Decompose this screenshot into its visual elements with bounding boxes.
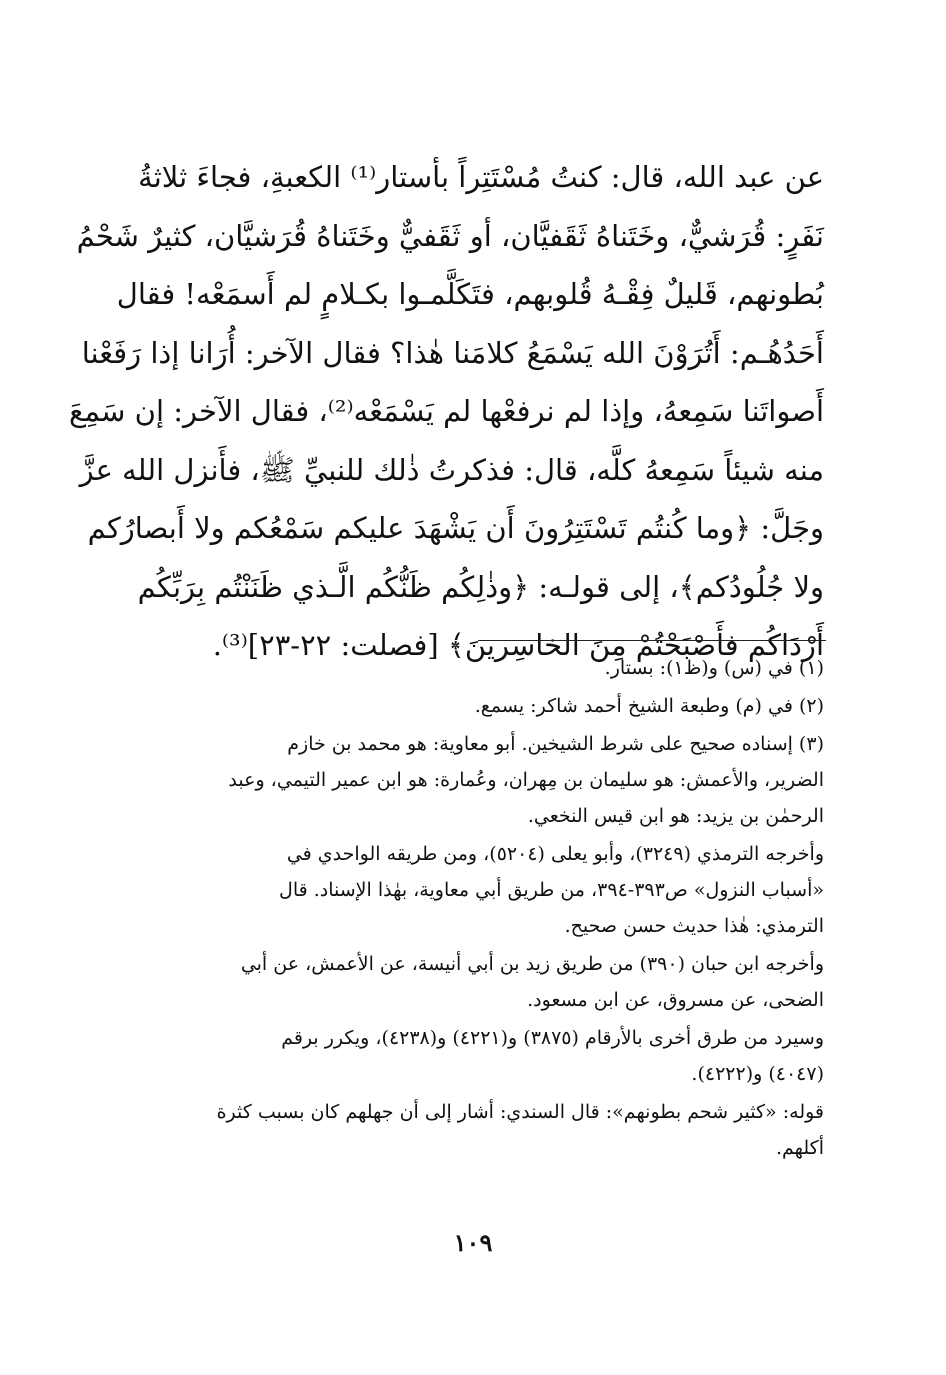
main-text-line: أَرْدَاكُم فأَصْبَحْتُمْ مِنَ الخاسِرينَ﴾ [فصلت: ٢٢-٢٣]⁽³⁾. xyxy=(212,628,824,662)
footnote-line: الرحمٰن بن يزيد: هو ابن قيس النخعي. xyxy=(527,805,824,827)
main-text-line: ولا جُلُودُكم﴾، إلى قولـه: ﴿وذٰلِكُم ظَنُّكُم الَّـذي ظَنَنْتُم بِرَبِّكُم xyxy=(137,569,824,604)
page-number: ١٠٩ xyxy=(453,1228,493,1257)
footnote-line: وسيرد من طرق أخرى بالأرقام (٣٨٧٥) و(٤٢٢١) و(٤٢٣٨)، ويكرر برقم xyxy=(281,1027,824,1049)
footnote-3 xyxy=(128,726,824,834)
footnote-line: (٤٠٤٧) و(٤٢٢٢). xyxy=(691,1063,824,1085)
footnotes-block xyxy=(128,650,824,1168)
footnote-line: (٣) إسناده صحيح على شرط الشيخين. أبو معاوية: هو محمد بن خازم xyxy=(287,733,824,755)
main-text-line: أَحَدُهُـم: أَتُرَوْنَ الله يَسْمَعُ كلامَنا هٰذا؟ فقال الآخر: أُرَانا إذا رَفَعْنا xyxy=(81,335,824,370)
footnote-line: الضرير، والأعمش: هو سليمان بن مِهران، وعُمارة: هو ابن عمير التيمي، وعبد xyxy=(228,769,824,791)
footnote-line: (٢) في (م) وطبعة الشيخ أحمد شاكر: يسمع. xyxy=(474,695,824,717)
footnote-paragraph xyxy=(128,1094,824,1166)
footnote-line: الضحى، عن مسروق، عن ابن مسعود. xyxy=(527,989,824,1011)
main-text-line: وجَلَّ: ﴿وما كُنتُم تَسْتَتِرُونَ أَن يَشْهَدَ عليكم سَمْعُكم ولا أَبصارُكم xyxy=(87,511,824,545)
footnote-line: «أسباب النزول» ص٣٩٣-٣٩٤، من طريق أبي معاوية، بهٰذا الإسناد. قال xyxy=(279,879,824,901)
footnote-line: وأخرجه ابن حبان (٣٩٠) من طريق زيد بن أبي أنيسة، عن الأعمش، عن أبي xyxy=(240,953,824,975)
footnote-line: قوله: «كثير شحم بطونهم»: قال السندي: أشار إلى أن جهلهم كان بسبب كثرة xyxy=(216,1101,824,1123)
footnote-paragraph xyxy=(128,836,824,944)
footnote-2 xyxy=(128,688,824,724)
footnote-separator xyxy=(478,640,826,641)
main-text-line: أَصواتَنا سَمِعهُ، وإذا لم نرفعْها لم يَسْمَعْه⁽²⁾، فقال الآخر: إن سَمِعَ xyxy=(68,394,824,428)
main-text-line: نَفَرٍ: قُرَشيٌّ، وخَتَناهُ ثَقَفيَّان، أو ثَقَفيٌّ وخَتَناهُ قُرَشيَّان، كثيرٌ شَحْمُ xyxy=(76,218,824,253)
footnote-1 xyxy=(128,650,824,686)
footnote-paragraph xyxy=(128,946,824,1018)
footnote-line: الترمذي: هٰذا حديث حسن صحيح. xyxy=(564,915,824,937)
main-text-line: عن عبد الله، قال: كنتُ مُسْتَتِراً بأستار⁽¹⁾ الكعبةِ، فجاءَ ثلاثةُ xyxy=(138,160,824,194)
footnote-line: أكلهم. xyxy=(775,1137,824,1159)
main-text-block xyxy=(68,148,824,675)
main-text-line: بُطونهم، قَليلٌ فِقْـهُ قُلوبهم، فتَكَلَّمـوا بكـلامٍ لم أَسمَعْه! فقال xyxy=(116,277,824,311)
main-text-line: منه شيئاً سَمِعهُ كلَّه، قال: فذكرتُ ذٰلك للنبيِّ ﷺ، فأَنزل الله عزَّ xyxy=(79,452,824,487)
footnote-line: وأخرجه الترمذي (٣٢٤٩)، وأبو يعلى (٥٢٠٤)، ومن طريقه الواحدي في xyxy=(286,843,824,865)
footnote-line: (١) في (س) و(ظ١): بستار. xyxy=(604,657,824,679)
footnote-paragraph xyxy=(128,1020,824,1092)
